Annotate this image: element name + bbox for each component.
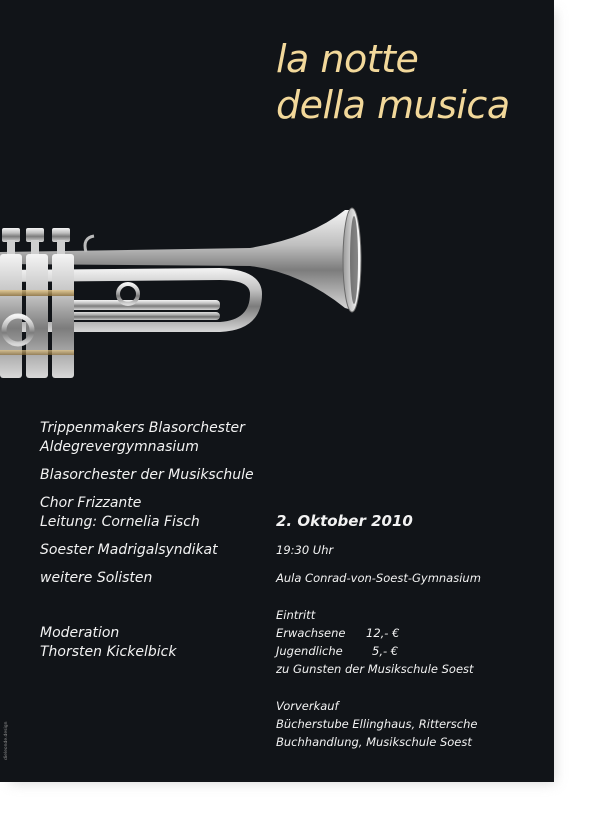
title-line-2: della musica [276, 83, 510, 127]
performer-1-school: Aldegrevergymnasium [40, 439, 199, 455]
admission-adults [276, 624, 399, 642]
event-time: 19:30 Uhr [276, 543, 334, 557]
admission-youth [276, 642, 398, 660]
performer-5: weitere Solisten [40, 570, 153, 586]
event-venue: Aula Conrad-von-Soest-Gymnasium [276, 571, 481, 585]
performer-2: Blasorchester der Musikschule [40, 467, 254, 483]
performer-1: Trippenmakers Blasorchester [40, 420, 245, 436]
presale-heading: Vorverkauf [276, 699, 339, 713]
admission-note: zu Gunsten der Musikschule Soest [276, 662, 474, 676]
performer-4: Soester Madrigalsyndikat [40, 542, 218, 558]
event-date: 2. Oktober 2010 [276, 512, 413, 530]
poster-title [276, 36, 510, 128]
youth-label: Jugendliche [276, 644, 343, 658]
presale-line-1: Bücherstube Ellinghaus, Rittersche [276, 717, 478, 731]
youth-price: 5,- € [372, 644, 399, 658]
admission-heading: Eintritt [276, 608, 316, 622]
presale-line-2: Buchhandlung, Musikschule Soest [276, 735, 472, 749]
moderator-name: Thorsten Kickelbick [40, 644, 177, 660]
title-line-1: la notte [276, 37, 419, 81]
design-credit: dieleonde.design [4, 721, 9, 760]
performer-3-leader: Leitung: Cornelia Fisch [40, 514, 200, 530]
performer-3: Chor Frizzante [40, 495, 142, 511]
adults-label: Erwachsene [276, 626, 346, 640]
trumpet-image [0, 190, 380, 390]
moderation-label: Moderation [40, 625, 120, 641]
adults-price: 12,- € [366, 626, 400, 640]
